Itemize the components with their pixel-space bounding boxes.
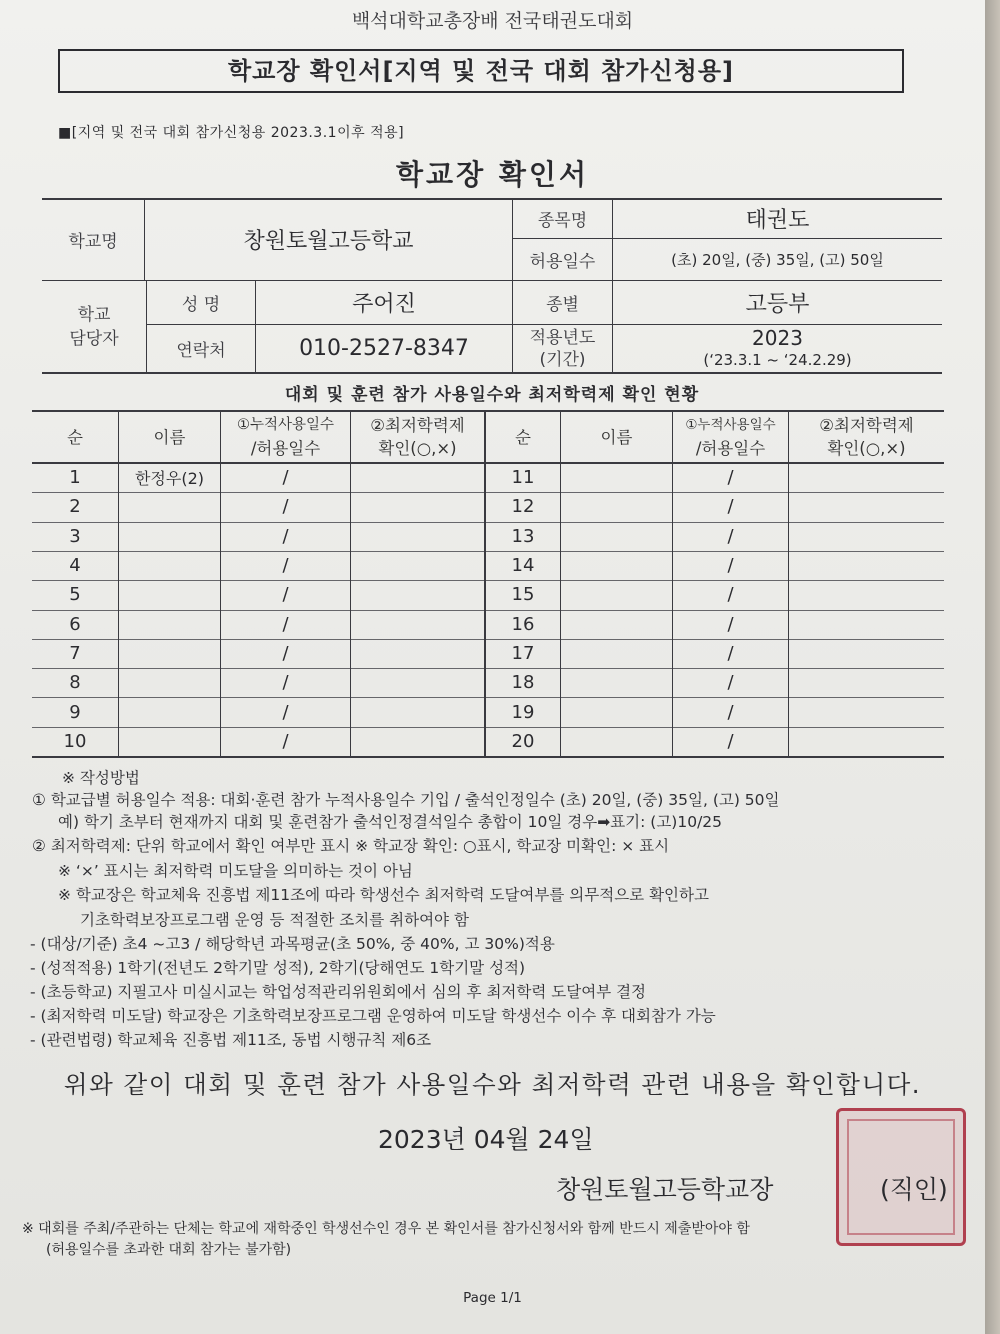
- left-row-6-days: /: [282, 613, 289, 635]
- right-row-19-days: /: [727, 701, 734, 723]
- year-label: [513, 325, 612, 372]
- allowed-days-value: (초) 20일, (중) 35일, (고) 50일: [671, 251, 884, 269]
- col-header-days-left-line2: /허용일수: [250, 439, 321, 458]
- instruction-line-3: ② 최저학력제: 단위 학교에서 확인 여부만 표시 ※ 학교장 확인: ○표시, 학교장 미확인: × 표시: [32, 837, 670, 855]
- col-header-days-right: [673, 412, 788, 462]
- left-row-3-no: 3: [69, 525, 81, 547]
- instruction-line-1: ① 학교급별 허용일수 적용: 대회·훈련 참가 누적사용일수 기입 / 출석인정일수 (초) 20일, (중) 35일, (고) 50일: [32, 791, 780, 809]
- manager-label-line1: 학교: [77, 304, 111, 325]
- left-row-5-days: /: [282, 584, 289, 606]
- contact-label: 연락처: [176, 341, 226, 361]
- name-label: 성 명: [181, 295, 221, 315]
- right-row-16-name: [561, 610, 672, 639]
- year-label-line2: (기간): [539, 349, 586, 370]
- right-row-20-days: /: [727, 730, 734, 752]
- left-row-4-check: [351, 551, 484, 580]
- col-header-check-right-line2: 확인(○,×): [827, 439, 906, 458]
- instruction-line-10: - (최저학력 미도달) 학교장은 기초학력보장프로그램 운영하여 미도달 학생선수 이수 후 대회참가 가능: [30, 1007, 716, 1025]
- school-name-label: 학교명: [68, 231, 118, 252]
- left-row-6-check: [351, 610, 484, 639]
- left-row-9-no: 9: [69, 701, 81, 723]
- right-row-13-check: [789, 522, 944, 551]
- col-header-days-right-line1: ①누적사용일수: [685, 417, 776, 433]
- col-header-name-right: 이름: [600, 427, 633, 447]
- col-header-no-right: 순: [515, 427, 531, 447]
- left-row-6-no: 6: [69, 613, 81, 635]
- right-row-11-no: 11: [511, 467, 535, 489]
- right-row-13-no: 13: [511, 525, 535, 547]
- left-row-8-name: [119, 668, 220, 697]
- instruction-line-2: 예) 학기 초부터 현재까지 대회 및 훈련참가 출석인정결석일수 총합이 10일 경우➡표기: (고)10/25: [58, 813, 723, 831]
- division-value: 고등부: [745, 292, 810, 317]
- principal-signature: 창원토월고등학교장: [556, 1175, 774, 1204]
- page-number: Page 1/1: [463, 1290, 522, 1306]
- left-row-1-name: 한정우(2): [134, 469, 205, 489]
- right-row-17-check: [789, 639, 944, 668]
- right-row-13-days: /: [727, 525, 734, 547]
- contact-value: 010-2527-8347: [299, 336, 469, 361]
- left-row-2-check: [351, 492, 484, 521]
- left-row-5-no: 5: [69, 584, 81, 606]
- right-row-11-check: [789, 463, 944, 492]
- year-period: (‘23.3.1 ~ ‘24.2.29): [703, 350, 852, 369]
- col-header-check-left: [351, 412, 484, 462]
- col-header-check-right-line1: ②최저학력제: [819, 416, 914, 435]
- right-row-14-name: [561, 551, 672, 580]
- status-title: 대회 및 훈련 참가 사용일수와 최저학력제 확인 현황: [284, 385, 700, 405]
- right-row-17-no: 17: [511, 642, 535, 664]
- left-row-7-days: /: [282, 642, 289, 664]
- col-header-name-left: 이름: [153, 427, 186, 447]
- school-name-value: 창원토월고등학교: [243, 228, 414, 254]
- instruction-line-4: ※ ‘×’ 표시는 최저학력 미도달을 의미하는 것이 아님: [58, 862, 413, 880]
- left-row-7-name: [119, 639, 220, 668]
- left-row-5-name: [119, 580, 220, 609]
- right-row-16-days: /: [727, 613, 734, 635]
- col-header-days-left-line1: ①누적사용일수: [236, 417, 335, 433]
- footnote-line-1: ※ 대회를 주최/주관하는 단체는 학교에 재학중인 학생선수인 경우 본 확인서를 참가신청서와 함께 반드시 제출받아야 함: [22, 1221, 750, 1237]
- left-row-9-days: /: [282, 701, 289, 723]
- instruction-line-5: ※ 학교장은 학교체육 진흥법 제11조에 따라 학생선수 최저학력 도달여부를 의무적으로 확인하고: [58, 886, 709, 904]
- col-header-days-right-line2: /허용일수: [695, 439, 766, 458]
- footnote: [22, 1219, 750, 1261]
- status-table: [32, 410, 944, 758]
- right-row-14-check: [789, 551, 944, 580]
- right-row-14-no: 14: [511, 555, 535, 577]
- left-row-4-name: [119, 551, 220, 580]
- left-row-10-name: [119, 727, 220, 756]
- right-row-16-no: 16: [511, 613, 535, 635]
- right-row-20-check: [789, 727, 944, 756]
- instruction-line-11: - (관련법령) 학교체육 진흥법 제11조, 동법 시행규칙 제6조: [30, 1031, 432, 1049]
- left-row-8-no: 8: [69, 672, 81, 694]
- right-row-15-name: [561, 580, 672, 609]
- left-row-2-no: 2: [69, 496, 81, 518]
- left-row-3-days: /: [282, 525, 289, 547]
- left-row-2-days: /: [282, 496, 289, 518]
- right-row-15-check: [789, 580, 944, 609]
- footnote-line-2: (허용일수를 초과한 대회 참가는 불가함): [46, 1242, 292, 1258]
- instruction-line-6: 기초학력보장프로그램 운영 등 적절한 조치를 취하여야 함: [80, 911, 469, 929]
- col-header-check-left-line2: 확인(○,×): [378, 439, 457, 458]
- year-value-main: 2023: [752, 325, 803, 350]
- right-row-12-name: [561, 492, 672, 521]
- form-title: 학교장 확인서: [395, 158, 590, 191]
- col-header-check-right: [789, 412, 944, 462]
- instruction-line-7: - (대상/기준) 초4 ~고3 / 해당학년 과목평균(초 50%, 중 40%, 고 30%)적용: [30, 935, 555, 953]
- left-row-1-days: /: [282, 467, 289, 489]
- right-row-20-no: 20: [511, 730, 535, 752]
- left-row-9-check: [351, 697, 484, 726]
- confirmation-date: 2023년 04월 24일: [378, 1125, 594, 1154]
- right-row-13-name: [561, 522, 672, 551]
- sport-value: 태권도: [745, 207, 810, 233]
- allowed-days-label: 허용일수: [529, 252, 596, 272]
- right-row-12-no: 12: [511, 496, 535, 518]
- right-row-17-name: [561, 639, 672, 668]
- right-row-15-no: 15: [511, 584, 535, 606]
- left-row-8-days: /: [282, 672, 289, 694]
- left-row-5-check: [351, 580, 484, 609]
- sport-label: 종목명: [537, 210, 588, 231]
- left-row-2-name: [119, 492, 220, 521]
- division-label: 종별: [546, 295, 579, 315]
- left-row-1-check: [351, 463, 484, 492]
- background-edge: [985, 0, 1000, 1334]
- right-row-11-days: /: [727, 467, 734, 489]
- right-row-18-days: /: [727, 672, 734, 694]
- left-row-10-check: [351, 727, 484, 756]
- left-row-4-days: /: [282, 555, 289, 577]
- col-header-days-left: [221, 412, 350, 462]
- right-row-16-check: [789, 610, 944, 639]
- seal-placeholder: (직인): [880, 1175, 948, 1204]
- left-row-7-no: 7: [69, 642, 81, 664]
- instruction-line-8: - (성적적용) 1학기(전년도 2학기말 성적), 2학기(당해연도 1학기말 성적): [30, 959, 526, 977]
- right-row-18-no: 18: [511, 672, 535, 694]
- left-row-4-no: 4: [69, 555, 81, 577]
- right-row-12-check: [789, 492, 944, 521]
- left-row-6-name: [119, 610, 220, 639]
- right-row-15-days: /: [727, 584, 734, 606]
- right-row-20-name: [561, 727, 672, 756]
- col-header-check-left-line1: ②최저학력제: [370, 416, 465, 435]
- manager-label-line2: 담당자: [69, 328, 119, 349]
- right-row-19-no: 19: [511, 701, 535, 723]
- left-row-10-days: /: [282, 730, 289, 752]
- instruction-line-9: - (초등학교) 지필고사 미실시교는 학업성적관리위원회에서 심의 후 최저학력 도달여부 결정: [30, 983, 647, 1001]
- right-row-11-name: [561, 463, 672, 492]
- left-row-9-name: [119, 697, 220, 726]
- right-row-18-name: [561, 668, 672, 697]
- year-value: [613, 325, 942, 372]
- left-row-8-check: [351, 668, 484, 697]
- year-label-line1: 적용년도: [529, 327, 596, 348]
- confirmation-statement: 위와 같이 대회 및 훈련 참가 사용일수와 최저학력 관련 내용을 확인합니다.: [63, 1070, 922, 1099]
- right-row-12-days: /: [727, 496, 734, 518]
- right-row-17-days: /: [727, 642, 734, 664]
- left-row-3-check: [351, 522, 484, 551]
- name-value: 주어진: [352, 292, 416, 317]
- right-row-19-check: [789, 697, 944, 726]
- manager-label: [42, 281, 146, 372]
- left-row-1-no: 1: [69, 467, 81, 489]
- left-row-10-no: 10: [63, 730, 87, 752]
- left-row-3-name: [119, 522, 220, 551]
- main-title: 학교장 확인서[지역 및 전국 대회 참가신청용]: [58, 49, 904, 93]
- right-row-19-name: [561, 697, 672, 726]
- form-note: ■[지역 및 전국 대회 참가신청용 2023.3.1이후 적용]: [58, 125, 405, 141]
- event-title: 백석대학교총장배 전국태권도대회: [351, 10, 634, 32]
- col-header-no-left: 순: [67, 427, 83, 447]
- instructions-heading: ※ 작성방법: [62, 769, 140, 787]
- right-row-14-days: /: [727, 555, 734, 577]
- left-row-7-check: [351, 639, 484, 668]
- right-row-18-check: [789, 668, 944, 697]
